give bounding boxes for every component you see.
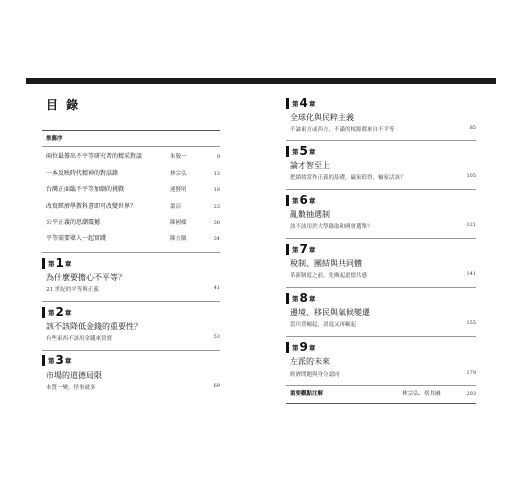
notes-title: 重要觀點注解	[290, 391, 324, 397]
chapter-title[interactable]: 稅制、團結與共同體	[290, 259, 362, 268]
divider	[286, 287, 476, 288]
preface-item-title: 公平正義的思潮震撼	[46, 219, 101, 226]
notes-author: 林宗弘、蔡其融	[402, 391, 441, 397]
divider	[286, 385, 476, 386]
preface-item[interactable]	[42, 233, 220, 245]
chapter-number: 7	[299, 242, 308, 256]
chapter-number: 5	[299, 144, 308, 158]
chapter-marker	[42, 355, 45, 366]
chapter-prefix: 第	[292, 245, 299, 254]
preface-item-author: 陳國樑	[170, 220, 187, 226]
chapter-prefix: 第	[292, 294, 299, 303]
chapter-number: 4	[299, 96, 308, 110]
preface-item-title: 一本反映時代精神的對話錄	[46, 170, 119, 177]
preface-item-page: 9	[216, 154, 220, 160]
chapter-prefix: 第	[48, 308, 55, 317]
chapter-title[interactable]: 論才智至上	[290, 161, 330, 170]
chapter-page: 41	[213, 285, 220, 291]
divider	[286, 140, 476, 141]
preface-item-page: 30	[213, 220, 220, 226]
chapter-label	[286, 96, 315, 110]
chapter-subtitle: 革新制度之前，先喚起道德共感	[290, 273, 368, 279]
chapter-suffix: 章	[308, 245, 316, 254]
chapter-prefix: 第	[292, 147, 299, 156]
chapter-page: 179	[466, 370, 476, 376]
chapter-number: 8	[299, 291, 308, 305]
divider	[286, 336, 476, 337]
chapter-number: 2	[55, 305, 64, 319]
chapter-page: 155	[466, 320, 476, 326]
chapter-number: 9	[299, 340, 308, 354]
chapter-marker	[286, 195, 289, 206]
chapter-number: 3	[55, 353, 64, 367]
preface-item[interactable]	[42, 168, 220, 180]
chapter-page: 105	[466, 173, 476, 179]
notes-entry[interactable]	[286, 388, 476, 400]
chapter-label	[42, 305, 71, 319]
chapter-suffix: 章	[64, 308, 72, 317]
chapter-marker	[286, 98, 289, 109]
chapter-page: 85	[469, 125, 476, 131]
chapter-marker	[42, 258, 45, 269]
chapter-number: 6	[299, 193, 308, 207]
chapter-marker	[286, 244, 289, 255]
preface-item-page: 13	[213, 171, 220, 177]
page-title: 目 錄	[46, 98, 81, 112]
preface-item-title: 兩位最撐出不平等研究者的精采對談	[46, 153, 143, 160]
chapter-subtitle: 21 世紀的平等與正義	[46, 287, 99, 293]
preface-item-author: 蕭涼	[170, 204, 182, 210]
chapter-label	[286, 242, 315, 256]
preface-item-author: 朱敬一	[170, 154, 187, 160]
preface-heading: 推薦序	[46, 136, 63, 142]
divider	[286, 189, 476, 190]
chapter-title[interactable]: 全球化與民粹主義	[290, 113, 354, 122]
preface-item-title: 平等需要眾人一起實踐	[46, 235, 107, 242]
divider	[42, 350, 220, 351]
divider	[286, 238, 476, 239]
chapter-page: 69	[213, 383, 220, 389]
chapter-subtitle: 當川普崛起，消退又再崛起	[290, 322, 357, 328]
chapter-prefix: 第	[292, 196, 299, 205]
chapter-label	[42, 353, 71, 367]
preface-item-page: 34	[213, 236, 220, 242]
chapter-page: 121	[466, 222, 476, 228]
chapter-page: 53	[213, 334, 220, 340]
chapter-label	[286, 144, 315, 158]
preface-item-author: 連賢明	[170, 187, 187, 193]
preface-item[interactable]	[42, 217, 220, 229]
notes-page: 203	[466, 391, 476, 397]
preface-item-page: 18	[213, 187, 220, 193]
chapter-title[interactable]: 邊境、移民與氣候變遷	[290, 308, 370, 317]
chapter-marker	[42, 307, 45, 318]
chapter-page: 141	[466, 271, 476, 277]
chapter-label	[286, 193, 315, 207]
preface-item[interactable]	[42, 151, 220, 163]
preface-item-page: 23	[213, 204, 220, 210]
preface-item-author: 林宗弘	[170, 171, 187, 177]
divider	[42, 146, 220, 147]
chapter-title[interactable]: 該不該降低金錢的重要性？	[46, 322, 142, 331]
chapter-number: 1	[55, 256, 64, 270]
chapter-subtitle: 本質一變，怪事就多	[46, 385, 96, 391]
chapter-subtitle: 經濟問題與身分認同	[290, 372, 340, 378]
chapter-subtitle: 不論東方或西方，不滿的根源都來自不平等	[290, 127, 395, 133]
chapter-subtitle: 該不該用於大學錄取和國會選舉？	[290, 224, 373, 230]
chapter-suffix: 章	[64, 259, 72, 268]
divider	[42, 252, 220, 253]
chapter-title[interactable]: 市場的道德局限	[46, 371, 102, 380]
chapter-subtitle: 把績效當作正義的基礎，贏家值得，輸家活該？	[290, 175, 406, 181]
divider	[286, 403, 476, 404]
divider	[42, 301, 220, 302]
chapter-marker	[286, 146, 289, 157]
chapter-prefix: 第	[292, 99, 299, 108]
top-divider-bar	[26, 78, 496, 84]
chapter-prefix: 第	[292, 343, 299, 352]
preface-item-title: 改寫經濟學教科書即可改變世界？	[46, 203, 137, 210]
preface-item[interactable]	[42, 201, 220, 213]
chapter-suffix: 章	[308, 147, 316, 156]
chapter-suffix: 章	[308, 99, 316, 108]
chapter-prefix: 第	[48, 356, 55, 365]
chapter-prefix: 第	[48, 259, 55, 268]
chapter-label	[42, 256, 71, 270]
chapter-suffix: 章	[308, 343, 316, 352]
chapter-marker	[286, 342, 289, 353]
preface-item-author: 陳方隅	[170, 236, 187, 242]
divider	[42, 130, 220, 131]
chapter-suffix: 章	[308, 196, 316, 205]
chapter-title[interactable]: 亂數抽選制	[290, 210, 330, 219]
preface-item-title: 台灣正面臨不平等加劇的挑戰	[46, 186, 125, 193]
chapter-suffix: 章	[308, 294, 316, 303]
chapter-label	[286, 340, 315, 354]
chapter-title[interactable]: 為什麼要擔心不平等？	[46, 273, 126, 282]
chapter-label	[286, 291, 315, 305]
chapter-title[interactable]: 左派的未來	[290, 357, 330, 366]
chapter-subtitle: 有些東西不該用金錢來買賣	[46, 336, 113, 342]
preface-item[interactable]	[42, 184, 220, 196]
chapter-marker	[286, 293, 289, 304]
chapter-suffix: 章	[64, 356, 72, 365]
